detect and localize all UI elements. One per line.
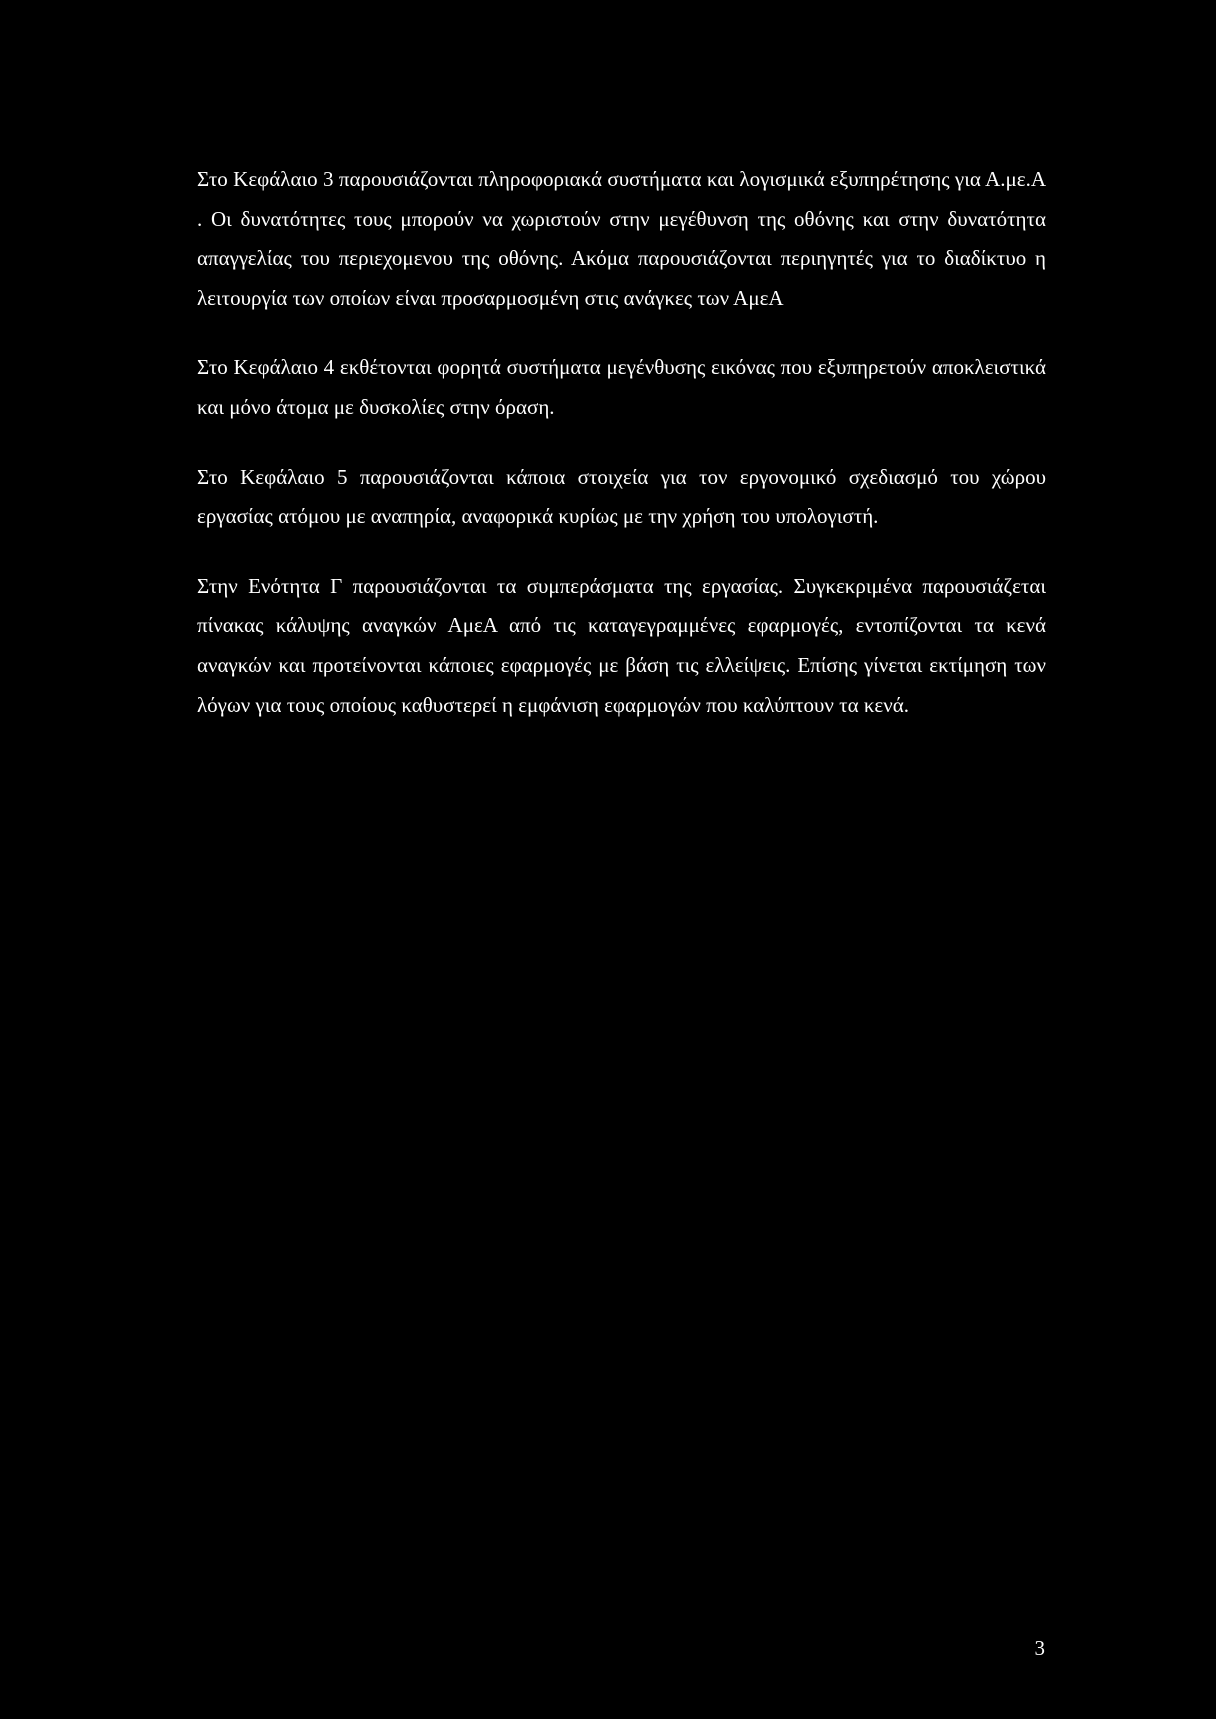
paragraph-chapter-3: Στο Κεφάλαιο 3 παρουσιάζονται πληροφοριακά συστήματα και λογισμικά εξυπηρέτησης για Α.με.Α . Οι δυνατότητες τους μπορούν να χωριστούν στην μεγέθυνση της οθόνης και στην δυνατότητα απαγγελίας του περιεχομενου της οθόνης. Ακόμα παρουσιάζονται περιηγητές για το διαδίκτυο η λειτουργία των οποίων είναι προσαρμοσμένη στις ανάγκες των ΑμεΑ	[197, 167, 1046, 310]
paragraph-chapter-4: Στο Κεφάλαιο 4 εκθέτονται φορητά συστήματα μεγένθυσης εικόνας που εξυπηρετούν αποκλειστικά και μόνο άτομα με δυσκολίες στην όραση.	[197, 355, 1046, 419]
document-body	[197, 160, 1046, 755]
paragraph-chapter-5: Στο Κεφάλαιο 5 παρουσιάζονται κάποια στοιχεία για τον εργονομικό σχεδιασμό του χώρου εργασίας ατόμου με αναπηρία, αναφορικά κυρίως με την χρήση του υπολογιστή.	[197, 464, 1046, 529]
page-number: 3	[1034, 1636, 1045, 1660]
paragraph-section-c: Στην Ενότητα Γ παρουσιάζονται τα συμπεράσματα της εργασίας. Συγκεκριμένα παρουσιάζεται πίνακας κάλυψης αναγκών ΑμεΑ από τις καταγεγραμμένες εφαρμογές, εντοπίζονται τα κενά αναγκών και προτείνονται κάποιες εφαρμογές με βάση τις ελλείψεις. Επίσης γίνεται εκτίμηση των λόγων για τους οποίους καθυστερεί η εμφάνιση εφαρμογών που καλύπτουν τα κενά.	[197, 573, 1046, 717]
